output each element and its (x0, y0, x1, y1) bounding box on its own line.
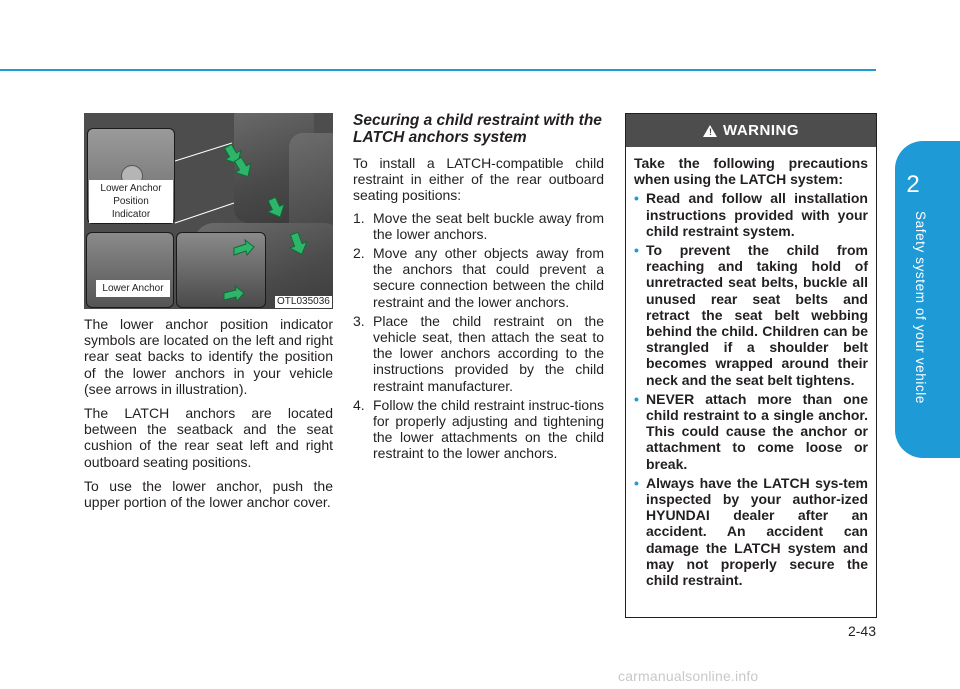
middle-column (353, 112, 604, 465)
list-item (353, 210, 604, 242)
header-rule (0, 69, 876, 71)
bullet-icon: • (634, 242, 639, 259)
chapter-number: 2 (906, 171, 920, 198)
bullet-text: NEVER attach more than one child restraint to a single anchor. This could cause the anchor or attachment to come loose or break. (646, 390, 868, 472)
leader-line (175, 143, 232, 161)
list-item (634, 391, 868, 472)
bullet-icon: • (634, 390, 639, 407)
step-number: 1. (353, 209, 365, 226)
step-number: 3. (353, 312, 365, 329)
intro-paragraph: To install a LATCH-compatible child restraint in either of the rear outboard seating positions: (353, 155, 604, 204)
warning-title: WARNING (723, 122, 799, 139)
figure-code: OTL035036 (277, 296, 330, 307)
warning-box (625, 113, 877, 618)
label-position-indicator: Lower Anchor Position Indicator (89, 180, 173, 223)
warning-triangle-icon: ! (703, 125, 717, 137)
chapter-tab[interactable] (895, 141, 960, 458)
bullet-text: Always have the LATCH sys-tem inspected by your author-ized HYUNDAI dealer after an accident. An accident can damage the LATCH system and may not properly secure the child restraint. (646, 474, 868, 589)
list-item (634, 242, 868, 388)
green-arrow-icon (264, 195, 289, 221)
list-item (634, 190, 868, 239)
step-text: Move any other objects away from the anchors that could prevent a secure connection between the child restraint and the lower anchors. (373, 245, 604, 310)
green-arrow-icon (286, 231, 310, 258)
warning-lead: Take the following precautions when using the LATCH system: (634, 155, 868, 188)
bullet-icon: • (634, 474, 639, 491)
bullet-text: Read and follow all installation instructions provided with your child restraint system. (646, 190, 868, 239)
left-column (84, 316, 333, 518)
bullet-text: To prevent the child from reaching and taking hold of unretracted seat belts, buckle all unused rear seat belts and retract the seat belt webbing behind the child. Children can be strangled if a shoulder belt becomes wrapped around their neck and the seat belt tightens. (646, 242, 868, 388)
page-number: 2-43 (847, 623, 876, 639)
label-lower-anchor: Lower Anchor (96, 280, 170, 297)
step-number: 4. (353, 396, 365, 413)
step-text: Follow the child restraint instruc-tions for properly adjusting and tightening the lower attachments on the child restraint to the lower anchors. (373, 396, 604, 462)
step-text: Move the seat belt buckle away from the lower anchors. (373, 209, 604, 242)
green-arrow-icon (224, 286, 244, 301)
list-item (353, 397, 604, 462)
list-item (353, 313, 604, 394)
step-text: Place the child restraint on the vehicle seat, then attach the seat to the lower anchors according to the instructions provided by the child restraint manufacturer. (373, 312, 604, 394)
step-number: 2. (353, 245, 365, 262)
leader-line (175, 203, 234, 223)
paragraph: The lower anchor position indicator symbols are located on the left and right rear seat backs to identify the position of the lower anchors in your vehicle (see arrows in illustration). (84, 316, 333, 397)
list-item (353, 245, 604, 310)
warning-body (626, 147, 876, 588)
section-heading: Securing a child restraint with the LATCH anchors system (353, 112, 602, 146)
footer-watermark[interactable]: carmanualsonline.info (618, 668, 759, 684)
chapter-title: Safety system of your vehicle (913, 211, 928, 404)
warning-bullets (634, 190, 868, 588)
green-arrow-icon (234, 240, 254, 255)
steps-list (353, 210, 604, 462)
paragraph: The LATCH anchors are located between the seatback and the seat cushion of the rear seat left and right outboard seating positions. (84, 405, 333, 470)
seat-anchor-illustration (84, 113, 333, 309)
paragraph: To use the lower anchor, push the upper portion of the lower anchor cover. (84, 477, 333, 511)
list-item (634, 475, 868, 588)
warning-header (626, 114, 876, 147)
bullet-icon: • (634, 190, 639, 207)
